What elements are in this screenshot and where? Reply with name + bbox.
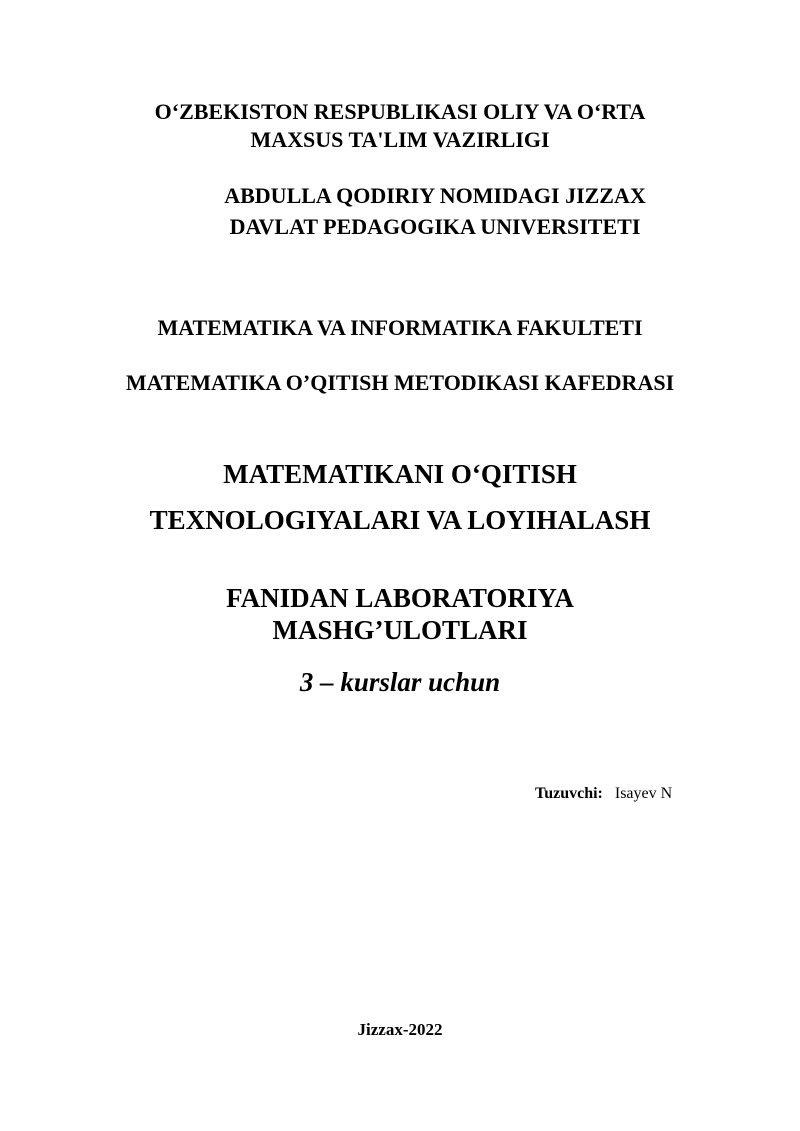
ministry-line-2: MAXSUS TA'LIM VAZIRLIGI (250, 127, 550, 152)
audience-subtitle: 3 – kurslar uchun (299, 667, 501, 697)
author-name: Isayev N (614, 785, 673, 802)
university-line-1: ABDULLA QODIRIY NOMIDAGI JIZZAX (224, 183, 646, 208)
title-line-4: MASHG’ULOTLARI (272, 615, 528, 645)
ministry-line-1: O‘ZBEKISTON RESPUBLIKASI OLIY VA O‘RTA (154, 99, 646, 124)
author-block (535, 786, 672, 802)
university-line-2: DAVLAT PEDAGOGIKA UNIVERSITETI (229, 214, 641, 239)
title-line-3: FANIDAN LABORATORIYA (226, 583, 574, 613)
title-line-1: MATEMATIKANI O‘QITISH (223, 459, 577, 489)
place-year: Jizzax-2022 (357, 1020, 443, 1039)
department-name: MATEMATIKA O’QITISH METODIKASI KAFEDRASI (125, 370, 675, 395)
author-label: Tuzuvchi: (535, 785, 603, 802)
title-line-2: TEXNOLOGIYALARI VA LOYIHALASH (149, 505, 651, 535)
faculty-name: MATEMATIKA VA INFORMATIKA FAKULTETI (157, 315, 643, 340)
